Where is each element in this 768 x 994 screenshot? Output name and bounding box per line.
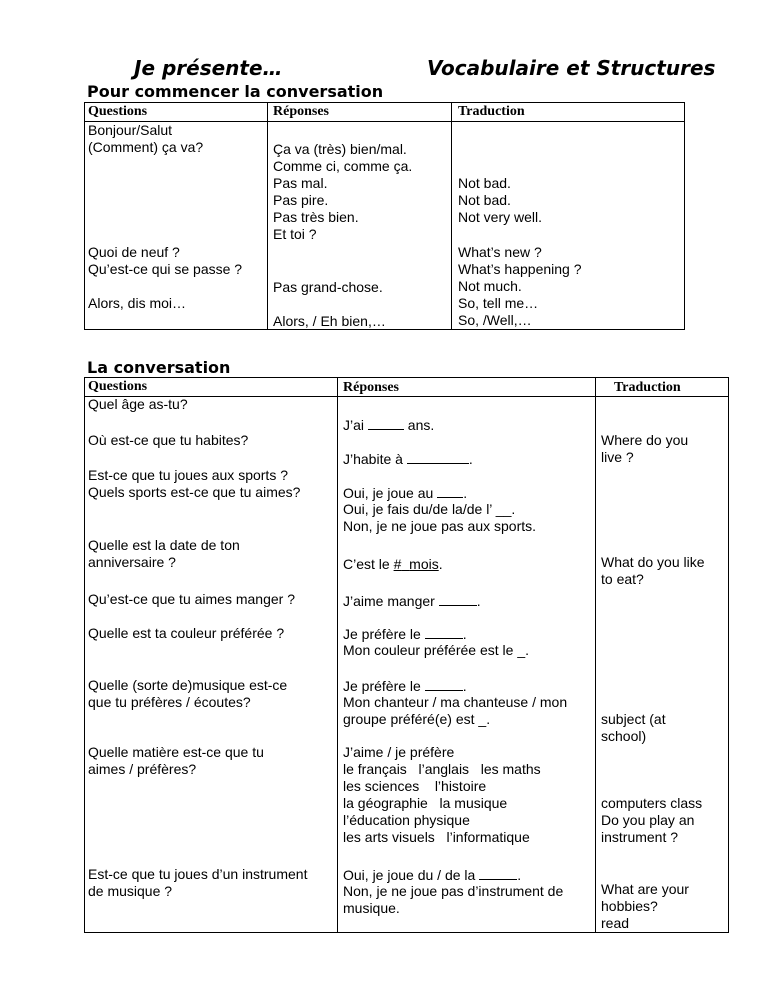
question-text: Quelle est la date de ton — [88, 537, 240, 553]
answer-blank — [407, 450, 469, 464]
question-text: Bonjour/Salut — [88, 122, 173, 138]
col-header-translation: Traduction — [458, 104, 525, 119]
question-text: Quelle (sorte de)musique est-ce — [88, 677, 288, 693]
response-text: J’habite à . — [343, 451, 473, 467]
response-text: musique. — [343, 900, 400, 916]
table-start-conversation — [84, 102, 685, 330]
section-title-start: Pour commencer la conversation — [87, 82, 384, 101]
translation-text: Where do you — [601, 432, 689, 448]
response-text: Oui, je joue du / de la . — [343, 867, 522, 883]
translation-text: What’s new ? — [458, 244, 542, 260]
response-text: la géographie la musique — [343, 795, 508, 811]
response-text: J’aime / je préfère — [343, 744, 455, 760]
answer-blank — [425, 625, 463, 639]
question-text: Qu’est-ce qui se passe ? — [88, 261, 243, 277]
response-text: Non, je ne joue pas aux sports. — [343, 518, 537, 534]
question-text: Est-ce que tu joues d’un instrument — [88, 866, 308, 882]
question-text: Qu’est-ce que tu aimes manger ? — [88, 591, 295, 607]
col-header-questions: Questions — [88, 104, 148, 119]
translation-text: school) — [601, 728, 647, 744]
translation-text: Not much. — [458, 278, 522, 294]
question-text: Où est-ce que tu habites? — [88, 432, 249, 448]
answer-blank — [368, 416, 404, 430]
column-divider — [451, 103, 452, 329]
response-text: Alors, / Eh bien,… — [273, 313, 386, 329]
response-text: l’éducation physique — [343, 812, 470, 828]
header-divider — [85, 121, 684, 122]
response-text: les arts visuels l’informatique — [343, 829, 530, 845]
column-divider — [337, 378, 338, 932]
col-header-translation: Traduction — [614, 380, 681, 395]
response-text: le français l’anglais les maths — [343, 761, 541, 777]
col-header-responses: Réponses — [273, 104, 330, 119]
question-text: Quoi de neuf ? — [88, 244, 180, 260]
response-text: C’est le # mois. — [343, 556, 443, 572]
response-text: Comme ci, comme ça. — [273, 158, 413, 174]
response-text: Pas très bien. — [273, 209, 359, 225]
question-text: que tu préfères / écoutes? — [88, 694, 251, 710]
question-text: de musique ? — [88, 883, 173, 899]
response-text: Pas pire. — [273, 192, 329, 208]
question-text: Quelle est ta couleur préférée ? — [88, 625, 285, 641]
translation-text: Not very well. — [458, 209, 543, 225]
question-text: anniversaire ? — [88, 554, 176, 570]
response-text: Non, je ne joue pas d’instrument de — [343, 883, 564, 899]
response-text: Je préfère le . — [343, 678, 467, 694]
response-text: Je préfère le . — [343, 626, 467, 642]
response-text: les sciences l’histoire — [343, 778, 487, 794]
translation-text: So, /Well,… — [458, 312, 532, 328]
translation-text: to eat? — [601, 571, 644, 587]
section-title-conversation: La conversation — [87, 358, 231, 377]
translation-text: instrument ? — [601, 829, 679, 845]
question-text: Alors, dis moi… — [88, 295, 187, 311]
translation-text: Do you play an — [601, 812, 695, 828]
translation-text: subject (at — [601, 711, 666, 727]
translation-text: So, tell me… — [458, 295, 539, 311]
answer-blank — [437, 484, 463, 498]
question-text: Quel âge as-tu? — [88, 396, 188, 412]
answer-blank — [439, 592, 477, 606]
response-text: Ça va (très) bien/mal. — [273, 141, 407, 157]
table-conversation — [84, 377, 729, 933]
response-text: Et toi ? — [273, 226, 317, 242]
answer-blank — [425, 677, 463, 691]
response-text: J’aime manger . — [343, 593, 481, 609]
response-text: Mon couleur préférée est le _. — [343, 642, 529, 658]
translation-text: What are your — [601, 881, 689, 897]
page-title-left: Je présente… — [134, 56, 283, 80]
page-title-right: Vocabulaire et Structures — [427, 56, 716, 80]
translation-text: Not bad. — [458, 175, 511, 191]
translation-text: What do you like — [601, 554, 705, 570]
translation-text: hobbies? — [601, 898, 658, 914]
translation-text: computers class — [601, 795, 703, 811]
response-text: Pas mal. — [273, 175, 328, 191]
column-divider — [595, 378, 596, 932]
question-text: aimes / préfères? — [88, 761, 197, 777]
response-text: groupe préféré(e) est _. — [343, 711, 491, 727]
response-text: Mon chanteur / ma chanteuse / mon — [343, 694, 568, 710]
response-text: J’ai ans. — [343, 417, 435, 433]
response-text: Oui, je fais du/de la/de l’ __. — [343, 501, 516, 517]
column-divider — [267, 103, 268, 329]
col-header-responses: Réponses — [343, 380, 400, 395]
translation-text: What’s happening ? — [458, 261, 582, 277]
translation-text: live ? — [601, 449, 634, 465]
translation-text: Not bad. — [458, 192, 511, 208]
response-text: Oui, je joue au . — [343, 485, 468, 501]
translation-text: read — [601, 915, 630, 931]
question-text: Quels sports est-ce que tu aimes? — [88, 484, 301, 500]
question-text: Quelle matière est-ce que tu — [88, 744, 264, 760]
question-text: Est-ce que tu joues aux sports ? — [88, 467, 288, 483]
question-text: (Comment) ça va? — [88, 139, 204, 155]
col-header-questions: Questions — [88, 379, 148, 394]
response-text: Pas grand-chose. — [273, 279, 383, 295]
answer-blank — [479, 866, 517, 880]
